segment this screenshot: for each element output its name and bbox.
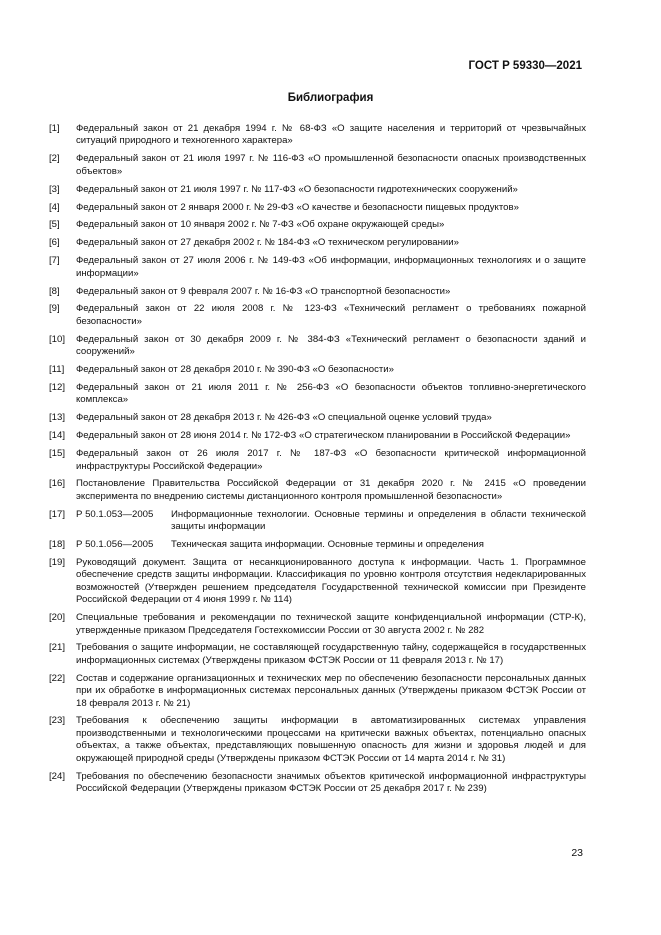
reference-number: [10] (49, 333, 66, 345)
reference-number: [14] (49, 430, 66, 442)
reference-number: [23] (49, 715, 66, 727)
reference-item (49, 478, 586, 503)
reference-text: Федеральный закон от 30 декабря 2009 г. № 384-ФЗ «Технический регламент о безопасности зданий и сооружений» (76, 333, 586, 358)
reference-number: [22] (49, 672, 66, 684)
reference-item (49, 286, 586, 298)
reference-number: [18] (49, 539, 66, 551)
reference-text: Федеральный закон от 28 декабря 2013 г. № 426-ФЗ «О специальной оценке условий труда» (76, 412, 492, 424)
reference-text: Федеральный закон от 21 июля 1997 г. № 117-ФЗ «О безопасности гидротехнических сооружений» (76, 183, 518, 195)
reference-text: Федеральный закон от 22 июля 2008 г. № 123-ФЗ «Технический регламент о требованиях пожарной безопасности» (76, 303, 586, 327)
reference-number: [16] (49, 478, 66, 490)
reference-text: Федеральный закон от 9 февраля 2007 г. № 16-ФЗ «О транспортной безопасности» (76, 285, 451, 297)
reference-item (49, 334, 586, 359)
reference-text: Требования к обеспечению защиты информации в автоматизированных системах управления производственными и технологическими процессами на критически важных объектах, потенциально опасных объектах, а также объектах, представляющих повышенную опасность для жизни и здоровья людей и для окружающей природной среды (Утверждены приказом ФСТЭК России от 14 марта 2014 г. № 31) (76, 715, 586, 764)
reference-text: Информационные технологии. Основные термины и определения в области технической защиты информации (171, 508, 586, 533)
reference-number: [19] (49, 556, 66, 568)
reference-number: [15] (49, 448, 66, 460)
reference-number: [17] (49, 508, 66, 520)
reference-text: Федеральный закон от 21 июля 2011 г. № 256-ФЗ «О безопасности объектов топливно-энергетического комплекса» (76, 382, 586, 406)
reference-text: Федеральный закон от 2 января 2000 г. № 29-ФЗ «О качестве и безопасности пищевых продуктов» (76, 201, 519, 213)
reference-number: [13] (49, 412, 66, 424)
reference-item (49, 539, 586, 551)
reference-item (49, 509, 586, 534)
reference-text: Федеральный закон от 27 июля 2006 г. № 149-ФЗ «Об информации, информационных технологиях и о защите информации» (76, 255, 586, 279)
reference-item (49, 237, 586, 249)
reference-number: [2] (49, 153, 60, 165)
bibliography-list (49, 123, 586, 801)
reference-number: [4] (49, 201, 60, 213)
standard-code: ГОСТ Р 59330—2021 (468, 60, 582, 72)
reference-text: Федеральный закон от 28 июня 2014 г. № 172-ФЗ «О стратегическом планировании в Российской Федерации» (76, 430, 571, 442)
reference-item (49, 184, 586, 196)
reference-item (49, 412, 586, 424)
reference-item (49, 255, 586, 280)
page-number: 23 (571, 847, 583, 859)
reference-item (49, 448, 586, 473)
reference-text: Федеральный закон от 27 декабря 2002 г. № 184-ФЗ «О техническом регулировании» (76, 237, 459, 249)
reference-item (49, 642, 586, 667)
reference-item (49, 715, 586, 765)
reference-number: [20] (49, 612, 66, 624)
reference-item (49, 123, 586, 148)
reference-number: [11] (49, 364, 65, 376)
reference-item (49, 303, 586, 328)
reference-item (49, 771, 586, 796)
reference-text: Техническая защита информации. Основные термины и определения (171, 539, 484, 551)
reference-number: [12] (49, 382, 66, 393)
reference-number: [6] (49, 237, 60, 249)
reference-number: [9] (49, 303, 60, 315)
reference-text: Федеральный закон от 26 июля 2017 г. № 187-ФЗ «О безопасности критической информационной инфраструктуры Российской Федерации» (76, 448, 586, 472)
reference-number: [21] (49, 642, 66, 654)
reference-item (49, 364, 586, 376)
reference-text: Федеральный закон от 21 декабря 1994 г. № 68-ФЗ «О защите населения и территорий от чрезвычайных ситуаций природного и техногенного характера» (76, 123, 586, 147)
reference-item (49, 430, 586, 442)
reference-text: Состав и содержание организационных и технических мер по обеспечению безопасности персональных данных при их обработке в информационных системах персональных данных (Утверждены приказом ФСТЭК России от 18 февраля 2013 г. № 21) (76, 672, 586, 709)
reference-text: Требования о защите информации, не составляющей государственную тайну, содержащейся в государственных информационных системах (Утверждены приказом ФСТЭК России от 11 февраля 2013 г. № 17) (76, 642, 586, 666)
reference-number: [1] (49, 123, 60, 134)
reference-item (49, 202, 586, 214)
reference-text: Требования по обеспечению безопасности значимых объектов критической информационной инфраструктуры Российской Федерации (Утверждены приказом ФСТЭК России от 25 декабря 2017 г. № 239) (76, 770, 586, 794)
reference-text: Федеральный закон от 10 января 2002 г. № 7-ФЗ «Об охране окружающей среды» (76, 219, 445, 231)
reference-text: Федеральный закон от 28 декабря 2010 г. № 390-ФЗ «О безопасности» (76, 364, 394, 376)
reference-item (49, 153, 586, 178)
reference-text: Постановление Правительства Российской Федерации от 31 декабря 2020 г. № 2415 «О проведении эксперимента по внедрению системы дистанционного контроля промышленной безопасности» (76, 478, 586, 502)
reference-text: Федеральный закон от 21 июля 1997 г. № 116-ФЗ «О промышленной безопасности опасных производственных объектов» (76, 153, 586, 177)
reference-number: [7] (49, 255, 60, 267)
reference-code: Р 50.1.053—2005 (76, 508, 154, 520)
page-title: Библиография (287, 92, 374, 104)
reference-number: [24] (49, 770, 66, 782)
reference-item (49, 612, 586, 637)
reference-number: [8] (49, 285, 60, 297)
reference-number: [5] (49, 219, 60, 231)
reference-item (49, 219, 586, 231)
reference-item (49, 382, 586, 407)
reference-text: Руководящий документ. Защита от несанкционированного доступа к информации. Часть 1. Программное обеспечение средств защиты информации. Классификация по уровню контроля отсутствия недекларированных возможностей (Утвержден решением председателя Государственной технической комиссии при Президенте Российской Федерации от 4 июня 1999 г. № 114) (76, 556, 586, 606)
reference-item (49, 673, 586, 710)
reference-item (49, 557, 586, 607)
reference-text: Специальные требования и рекомендации по технической защите конфиденциальной информации (СТР-К), утвержденные приказом Председателя Гостехкомиссии России от 30 августа 2002 г. № 282 (76, 612, 586, 636)
reference-code: Р 50.1.056—2005 (76, 539, 154, 551)
reference-number: [3] (49, 183, 60, 195)
